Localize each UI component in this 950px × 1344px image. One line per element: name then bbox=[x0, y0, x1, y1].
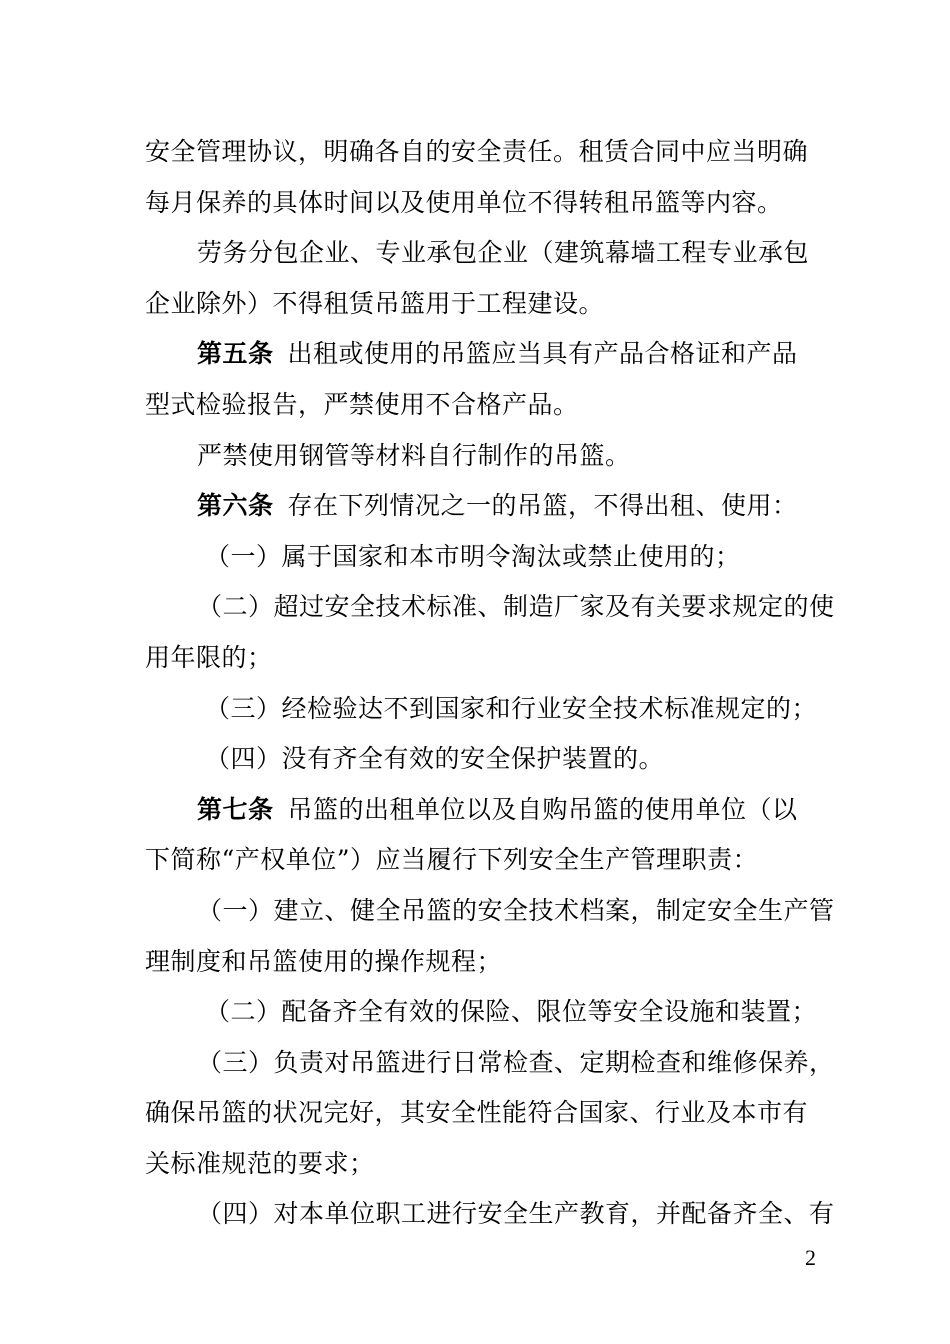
paragraph-line: 严禁使用钢管等材料自行制作的吊篮。 bbox=[197, 440, 631, 470]
article-six-text: 存在下列情况之一的吊篮，不得出租、使用： bbox=[287, 491, 798, 521]
page-number: 2 bbox=[805, 1245, 816, 1270]
article-five-heading: 第五条 bbox=[197, 339, 274, 369]
article-five-line bbox=[145, 329, 805, 380]
list-item: （三）负责对吊篮进行日常检查、定期检查和维修保养， bbox=[197, 1047, 835, 1077]
text-line: 下简称“产权单位”）应当履行下列安全生产管理职责： bbox=[145, 845, 759, 875]
list-item: （三）经检验达不到国家和行业安全技术标准规定的； bbox=[205, 693, 818, 723]
text-line: 企业除外）不得租赁吊篮用于工程建设。 bbox=[145, 288, 605, 318]
text-line: 理制度和吊篮使用的操作规程； bbox=[145, 946, 503, 976]
text-line: 确保吊篮的状况完好，其安全性能符合国家、行业及本市有 bbox=[145, 1098, 809, 1128]
article-seven-line bbox=[145, 785, 805, 836]
list-item: （二）超过安全技术标准、制造厂家及有关要求规定的使 bbox=[197, 592, 835, 622]
list-item: （四）没有齐全有效的安全保护装置的。 bbox=[205, 744, 665, 774]
text-line: 型式检验报告，严禁使用不合格产品。 bbox=[145, 389, 579, 419]
text-line: 安全管理协议，明确各自的安全责任。租赁合同中应当明确 bbox=[145, 137, 809, 166]
paragraph-line: 劳务分包企业、专业承包企业（建筑幕墙工程专业承包 bbox=[197, 238, 810, 268]
text-line: 关标准规范的要求； bbox=[145, 1148, 375, 1178]
list-item: （一）建立、健全吊篮的安全技术档案，制定安全生产管 bbox=[197, 895, 835, 925]
article-seven-heading: 第七条 bbox=[197, 794, 274, 824]
list-item: （一）属于国家和本市明令淘汰或禁止使用的； bbox=[205, 541, 741, 571]
article-five-text: 出租或使用的吊篮应当具有产品合格证和产品 bbox=[287, 339, 798, 369]
article-seven-text: 吊篮的出租单位以及自购吊篮的使用单位（以 bbox=[287, 794, 798, 824]
document-body bbox=[145, 127, 835, 1240]
article-six-line bbox=[145, 481, 805, 532]
text-line: 每月保养的具体时间以及使用单位不得转租吊篮等内容。 bbox=[145, 187, 783, 217]
article-six-heading: 第六条 bbox=[197, 491, 274, 521]
text-line: 用年限的； bbox=[145, 642, 273, 672]
list-item: （四）对本单位职工进行安全生产教育，并配备齐全、有 bbox=[197, 1199, 835, 1229]
list-item: （二）配备齐全有效的保险、限位等安全设施和装置； bbox=[205, 997, 818, 1027]
